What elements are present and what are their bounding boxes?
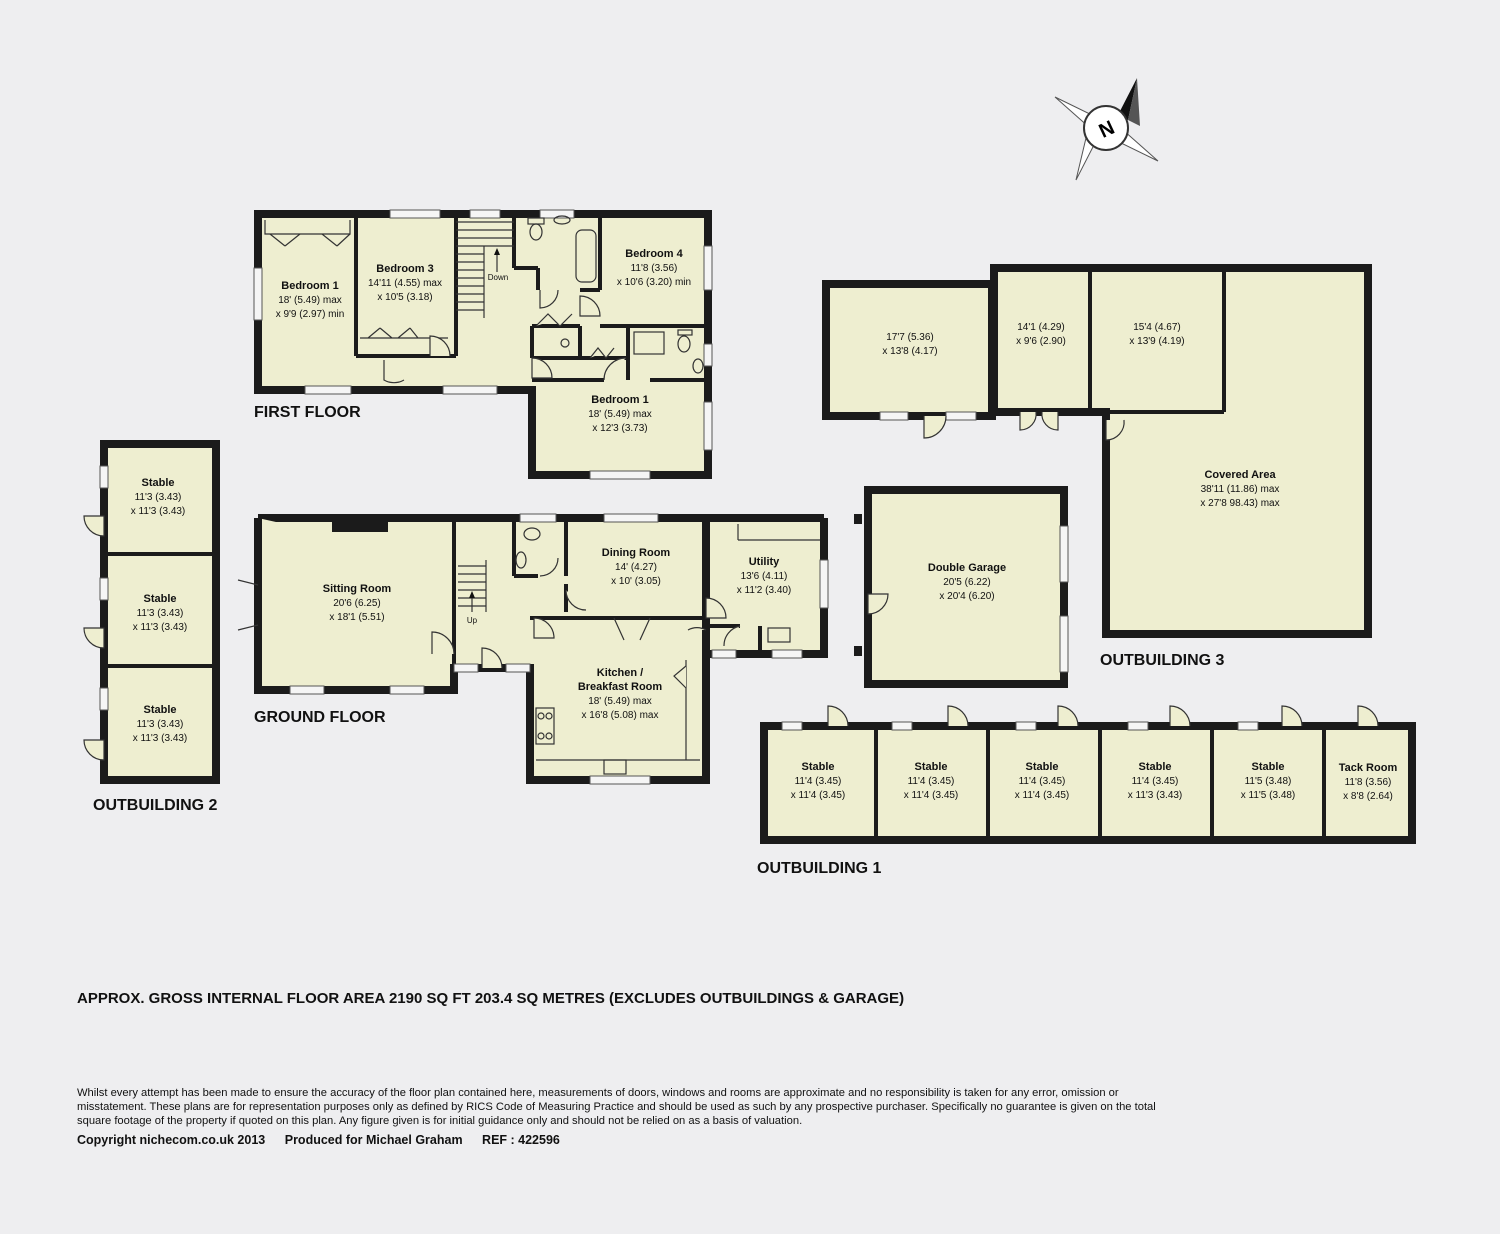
- dining-room-dim1: 14' (4.27): [615, 562, 657, 573]
- ob1-stable-5-name: Stable: [1251, 761, 1285, 773]
- outbuilding-2-plan: [84, 444, 218, 814]
- ob1-stable-3-dim1: 11'4 (3.45): [1018, 776, 1066, 787]
- bedroom-1b-dim1: 18' (5.49) max: [588, 409, 652, 420]
- outbuilding-1-plan: [757, 706, 1412, 877]
- reference-text: REF : 422596: [482, 1133, 560, 1147]
- utility-dim2: x 11'2 (3.40): [736, 585, 792, 596]
- kitchen-name-1: Kitchen /: [596, 667, 644, 679]
- compass-north-label: N: [1095, 116, 1119, 143]
- bedroom-4-name: Bedroom 4: [625, 248, 683, 260]
- dining-room-dim2: x 10' (3.05): [611, 576, 661, 587]
- bedroom-1b-dim2: x 12'3 (3.73): [592, 423, 648, 434]
- double-garage-dim1: 20'5 (6.22): [943, 577, 991, 588]
- first-floor-label: FIRST FLOOR: [254, 404, 361, 421]
- dining-room-name: Dining Room: [601, 547, 671, 559]
- ob1-stable-3-dim2: x 11'4 (3.45): [1014, 790, 1070, 801]
- ob1-stable-1-dim1: 11'4 (3.45): [794, 776, 842, 787]
- produced-for-text: Produced for Michael Graham: [284, 1133, 463, 1147]
- copyright-text: Copyright nichecom.co.uk 2013: [77, 1133, 266, 1147]
- compass-icon: [1055, 78, 1158, 180]
- ob2-stable-3-dim1: 11'3 (3.43): [136, 719, 184, 730]
- utility-name: Utility: [748, 556, 780, 568]
- double-garage-name: Double Garage: [927, 562, 1007, 574]
- ob1-stable-2-dim1: 11'4 (3.45): [907, 776, 955, 787]
- disclaimer-text: Whilst every attempt has been made to ensure the accuracy of the floor plan contained here, measurements of doors, windows and rooms are approximate and no responsibility is taken for any error, omission or misstatement. These plans are for representation purposes only as defined by RICS Code of Measuring Practice and should be used as such by any prospective purchaser. Specifically no guarantee is given on the total square footage of the property if quoted on this plan. Any figure given is for initial guidance only and should not be relied on as a basis of valuation.: [77, 1087, 1156, 1127]
- credits: [77, 1133, 576, 1147]
- ground-floor-plan: [238, 514, 828, 784]
- ob2-stable-3-dim2: x 11'3 (3.43): [132, 733, 188, 744]
- ob2-stable-2-dim1: 11'3 (3.43): [136, 608, 184, 619]
- ob1-stable-2-name: Stable: [914, 761, 948, 773]
- bedroom-4-dim1: 11'8 (3.56): [630, 263, 678, 274]
- ob1-stable-2-dim2: x 11'4 (3.45): [903, 790, 959, 801]
- ob3-room-3-dim2: x 13'9 (4.19): [1129, 336, 1185, 347]
- ob1-stable-5-dim2: x 11'5 (3.48): [1240, 790, 1296, 801]
- ob1-stable-5-dim1: 11'5 (3.48): [1244, 776, 1292, 787]
- kitchen-dim2: x 16'8 (5.08) max: [581, 710, 659, 721]
- ob1-stable-4-dim1: 11'4 (3.45): [1131, 776, 1179, 787]
- bedroom-3-dim1: 14'11 (4.55) max: [368, 278, 442, 289]
- ob2-stable-3-name: Stable: [143, 704, 177, 716]
- bedroom-3-dim2: x 10'5 (3.18): [377, 292, 433, 303]
- ob3-room-2-dim1: 14'1 (4.29): [1017, 322, 1065, 333]
- stairs-up-label: Up: [466, 616, 478, 625]
- kitchen-dim1: 18' (5.49) max: [588, 696, 652, 707]
- ob1-stable-3-name: Stable: [1025, 761, 1059, 773]
- ob3-room-2-dim2: x 9'6 (2.90): [1016, 336, 1066, 347]
- kitchen-name-2: Breakfast Room: [577, 681, 663, 693]
- first-floor-plan: [254, 210, 712, 479]
- tack-room-name: Tack Room: [1338, 762, 1398, 774]
- ob3-room-1-dim2: x 13'8 (4.17): [882, 346, 938, 357]
- bedroom-1-dim2: x 9'9 (2.97) min: [275, 309, 345, 320]
- gross-floor-area: APPROX. GROSS INTERNAL FLOOR AREA 2190 SQ FT 203.4 SQ METRES (EXCLUDES OUTBUILDINGS & GARAGE): [77, 990, 905, 1007]
- covered-area-dim2: x 27'8 98.43) max: [1200, 498, 1280, 509]
- outbuilding-1-label: OUTBUILDING 1: [757, 860, 882, 877]
- bedroom-1-dim1: 18' (5.49) max: [278, 295, 342, 306]
- stairs-down-label: Down: [487, 273, 509, 282]
- bedroom-4-dim2: x 10'6 (3.20) min: [616, 277, 692, 288]
- covered-area-name: Covered Area: [1204, 469, 1276, 481]
- ob2-stable-2-name: Stable: [143, 593, 177, 605]
- ob1-stable-4-name: Stable: [1138, 761, 1172, 773]
- outbuilding-2-label: OUTBUILDING 2: [93, 797, 218, 814]
- tack-room-dim2: x 8'8 (2.64): [1343, 791, 1393, 802]
- bedroom-1-name: Bedroom 1: [281, 280, 339, 292]
- ob2-stable-1-dim1: 11'3 (3.43): [134, 492, 182, 503]
- outbuilding-3-label: OUTBUILDING 3: [1100, 652, 1225, 669]
- ob2-stable-2-dim2: x 11'3 (3.43): [132, 622, 188, 633]
- ob3-room-1-dim1: 17'7 (5.36): [886, 332, 934, 343]
- utility-dim1: 13'6 (4.11): [740, 571, 788, 582]
- sitting-room-name: Sitting Room: [322, 583, 392, 595]
- tack-room-dim1: 11'8 (3.56): [1344, 777, 1392, 788]
- ground-floor-label: GROUND FLOOR: [254, 709, 386, 726]
- bedroom-3-name: Bedroom 3: [376, 263, 434, 275]
- ob2-stable-1-dim2: x 11'3 (3.43): [130, 506, 186, 517]
- ob1-stable-1-dim2: x 11'4 (3.45): [790, 790, 846, 801]
- ob2-stable-1-name: Stable: [141, 477, 175, 489]
- sitting-room-dim2: x 18'1 (5.51): [329, 612, 385, 623]
- bedroom-1b-name: Bedroom 1: [591, 394, 649, 406]
- ob3-room-3-dim1: 15'4 (4.67): [1133, 322, 1181, 333]
- ob1-stable-1-name: Stable: [801, 761, 835, 773]
- double-garage-dim2: x 20'4 (6.20): [939, 591, 995, 602]
- ob1-stable-4-dim2: x 11'3 (3.43): [1127, 790, 1183, 801]
- covered-area-dim1: 38'11 (11.86) max: [1200, 484, 1280, 495]
- sitting-room-dim1: 20'6 (6.25): [333, 598, 381, 609]
- outbuilding-3-plan: [826, 268, 1368, 688]
